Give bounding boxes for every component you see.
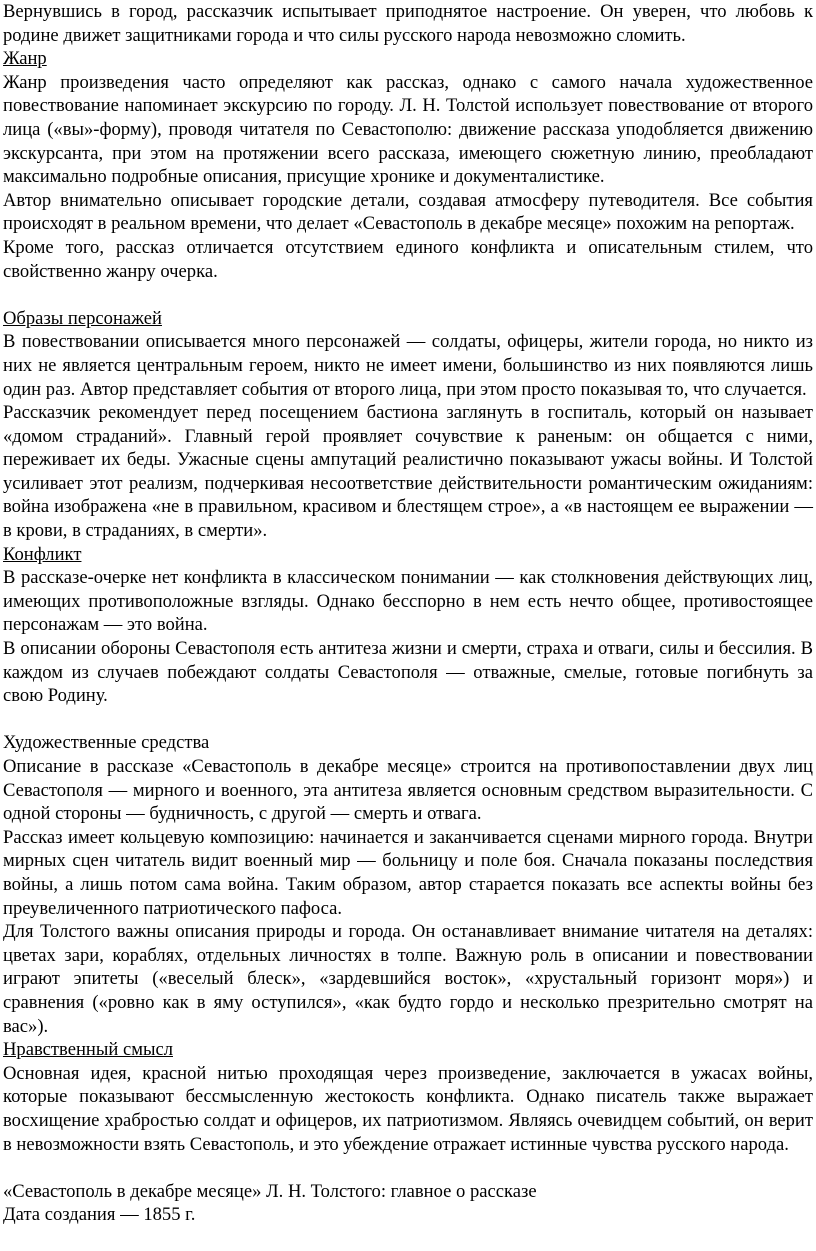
summary-title: «Севастополь в декабре месяце» Л. Н. Толстого: главное о рассказе	[3, 1180, 537, 1202]
genre-paragraph-1: Жанр произведения часто определяют как рассказ, однако с самого начала художественное повествование напоминает экскурсию по городу. Л. Н. Толстой использует повествование от второго лица («вы»-форму), проводя читателя по Севастополю: движение рассказа уподобляется движению экскурсанта, при этом на протяжении всего рассказа, имеющего сюжетную линию, преобладают максимально подробные описания, присущие хронике и документалистике.	[3, 71, 813, 188]
means-paragraph-2: Рассказ имеет кольцевую композицию: начинается и заканчивается сценами мирного города. Внутри мирных сцен читатель видит военный мир — больницу и поле боя. Сначала показаны последствия войны, а лишь потом сама война. Таким образом, автор старается показать все аспекты войны без преувеличенного патриотического пафоса.	[3, 826, 813, 919]
creation-date: Дата создания — 1855 г.	[3, 1204, 196, 1226]
conflict-heading: Конфликт	[3, 543, 82, 565]
means-paragraph-3: Для Толстого важны описания природы и города. Он останавливает внимание читателя на деталях: цветах зари, кораблях, отдельных личностях в толпе. Важную роль в описании и повествовании играют эпитеты («веселый блеск», «зардевшийся восток», «хрустальный горизонт моря») и сравнения («ровно как в яму оступился», «как будто гордо и несколько презрительно смотрят на вас»).	[3, 921, 813, 1037]
conflict-paragraph-2: В описании обороны Севастополя есть антитеза жизни и смерти, страха и отваги, силы и бессилия. В каждом из случаев побеждают солдаты Севастополя — отважные, смелые, готовые погибнуть за свою Родину.	[3, 638, 813, 707]
intro-paragraph: Вернувшись в город, рассказчик испытывает приподнятое настроение. Он уверен, что любовь к родине движет защитниками города и что силы русского народа невозможно сломить.	[3, 1, 813, 46]
characters-heading: Образы персонажей	[3, 307, 162, 329]
characters-paragraph-1: В повествовании описывается много персонажей — солдаты, офицеры, жители города, но никто из них не является центральным героем, никто не имеет имени, большинство из них появляются лишь один раз. Автор представляет события от второго лица, при этом просто показывая то, что случается.	[3, 331, 813, 400]
characters-paragraph-2: Рассказчик рекомендует перед посещением бастиона заглянуть в госпиталь, который он называет «домом страданий». Главный герой проявляет сочувствие к раненым: он общается с ними, переживает их беды. Ужасные сцены ампутаций реалистично показывают ужасы войны. И Толстой усиливает этот реализм, подчеркивая несоответствие действительности романтическим ожиданиям: война изображена «не в правильном, красивом и блестящем строе», а «в настоящем ее выражении — в крови, в страданиях, в смерти».	[3, 402, 813, 542]
genre-paragraph-3: Кроме того, рассказ отличается отсутствием единого конфликта и описательным стилем, что свойственно жанру очерка.	[3, 236, 813, 282]
moral-heading: Нравственный смысл	[3, 1039, 173, 1061]
blank-line	[3, 1156, 813, 1180]
blank-line	[3, 283, 813, 307]
conflict-paragraph-1: В рассказе-очерке нет конфликта в классическом понимании — как столкновения действующих лиц, имеющих противоположные взгляды. Однако бесспорно в нем есть нечто общее, противостоящее персонажам — это война.	[3, 567, 813, 636]
genre-heading: Жанр	[3, 48, 47, 70]
means-heading: Художественные средства	[3, 732, 210, 754]
blank-line	[3, 708, 813, 732]
moral-paragraph-1: Основная идея, красной нитью проходящая через произведение, заключается в ужасах войны, которые показывают бессмысленную жестокость конфликта. Однако писатель также выражает восхищение храбростью солдат и офицеров, их патриотизмом. Являясь очевидцем событий, он верит в невозможности взять Севастополь, и это убеждение отражает истинные чувства русского народа.	[3, 1062, 813, 1155]
means-paragraph-1: Описание в рассказе «Севастополь в декабре месяце» строится на противопоставлении двух лиц Севастополя — мирного и военного, эта антитеза является основным средством выразительности. С одной стороны — будничность, с другой — смерть и отвага.	[3, 756, 813, 825]
genre-paragraph-2: Автор внимательно описывает городские детали, создавая атмосферу путеводителя. Все события происходят в реальном времени, что делает «Севастополь в декабре месяце» похожим на репортаж.	[3, 189, 813, 235]
